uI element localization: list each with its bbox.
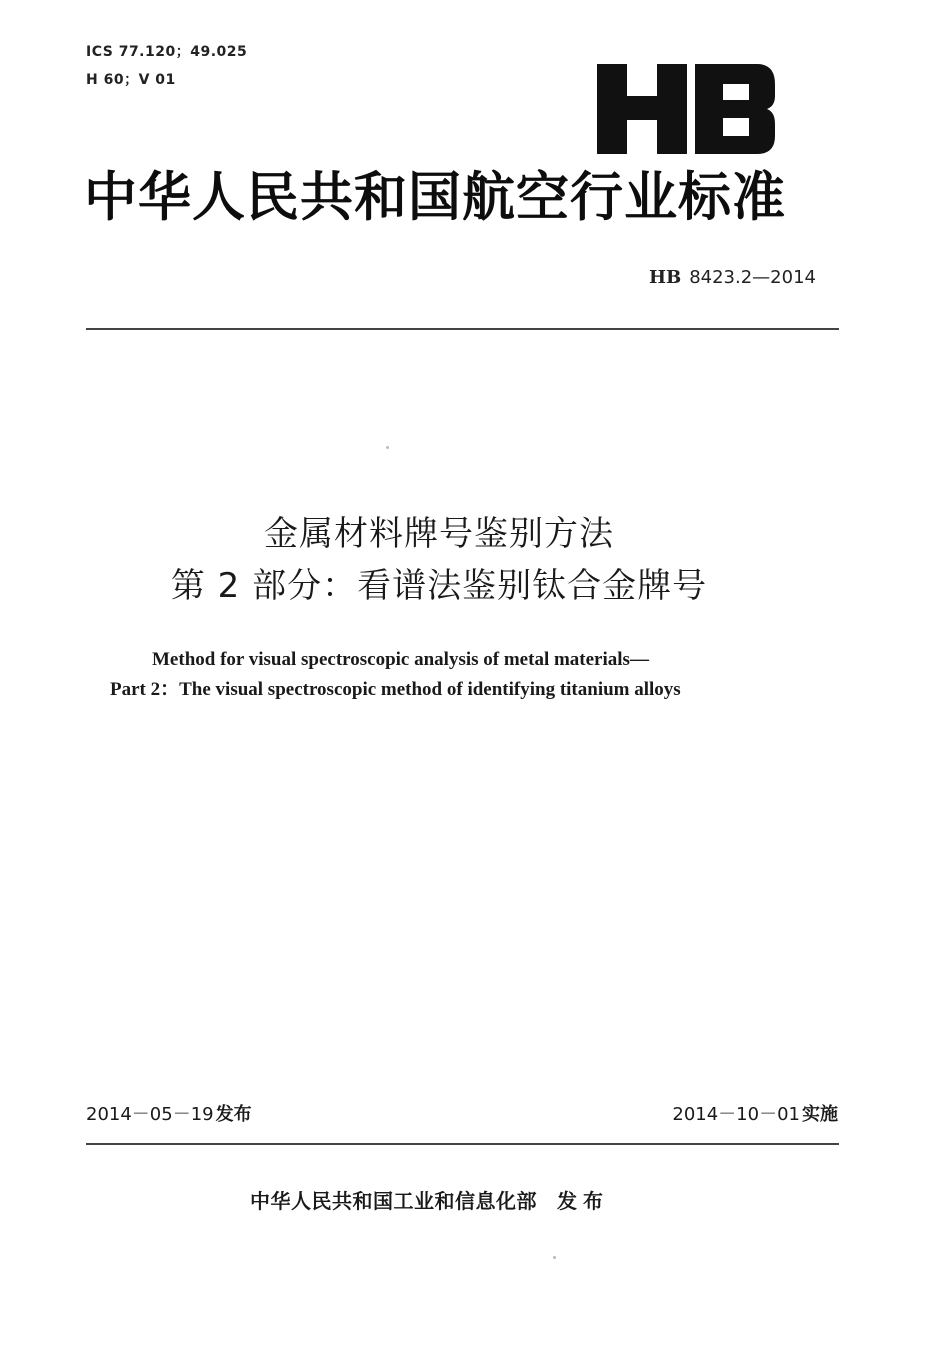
industry-standard-title: 中华人民共和国航空行业标准 [84,167,786,228]
standard-code: 8423.2—2014 [689,267,816,288]
ccs-code: H 60；V 01 [86,72,176,88]
issuer-name: 中华人民共和国工业和信息化部 [250,1189,537,1213]
cn-title-line1: 金属材料牌号鉴别方法 [264,514,614,554]
scan-speck [553,1256,556,1259]
standard-number [649,266,816,290]
issuer-action: 发布 [557,1189,609,1213]
en-title-line1: Method for visual spectroscopic analysis of metal materials— [152,649,649,670]
footer-divider [86,1143,839,1145]
issuing-authority [250,1186,609,1216]
header-divider [86,328,839,330]
cn-title-line2: 第 2 部分：看谱法鉴别钛合金牌号 [170,566,708,606]
issue-date-value: 2014－05－19 [86,1104,214,1125]
en-title-line2: Part 2：The visual spectroscopic method of identifying titanium alloys [110,679,681,700]
issue-date-label: 发布 [215,1104,252,1125]
classification-codes [86,38,247,94]
issue-date [86,1101,252,1129]
ics-code: ICS 77.120；49.025 [86,44,248,60]
scan-speck [386,446,389,449]
standard-prefix: HB [648,267,682,288]
hb-logo [597,62,777,156]
implementation-date-label: 实施 [802,1104,838,1125]
implementation-date-value: 2014－10－01 [672,1104,800,1125]
implementation-date [672,1101,838,1129]
